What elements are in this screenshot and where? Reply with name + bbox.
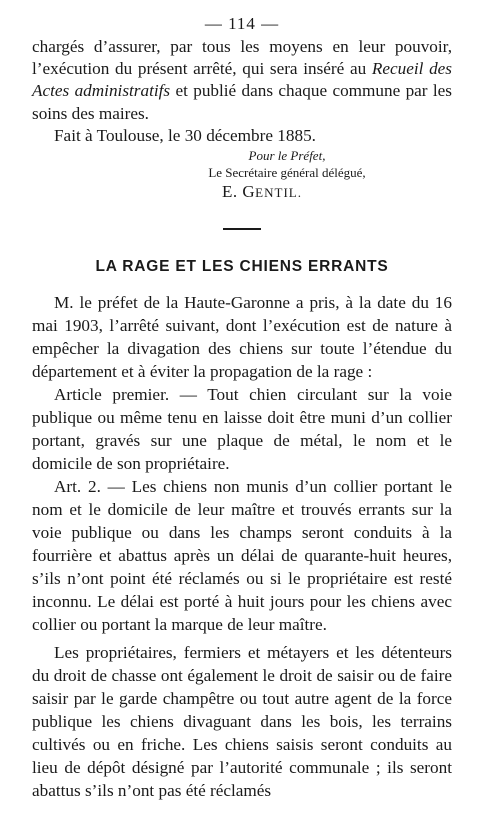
section-paragraph-1: M. le préfet de la Haute-Garonne a pris, à la date du 16 mai 1903, l’arrêté suivant, dont l’exécution est de nature à empêcher la divagation des chiens sur toute l’étendue du département et à éviter la propagation de la rage : [32,292,452,381]
section-body [32,291,452,802]
page-number: — 114 — [204,14,280,33]
intro-text-end: et publié dans chaque commune par les soins des maires. [32,81,452,123]
section-paragraph-4: Les propriétaires, fermiers et métayers et les détenteurs du droit de chasse ont également le droit de saisir ou de faire saisir par le garde champêtre ou tout autre agent de la force publique les chiens divaguant dans les bois, les terrains cultivés ou en friche. Les chiens saisis seront conduits au lieu de dépôt désigné par l’autorité communale ; ils seront abattus s’ils n’ont pas été réclamés [32,642,452,800]
signatory-initial: E. G [222,181,256,201]
section-divider [223,228,261,230]
section-paragraph-2: Article premier. — Tout chien circulant sur la voie publique ou même tenu en laisse doit être muni d’un collier portant, gravés sur une plaque de métal, le nom et le domicile de son propriétaire. [32,384,452,473]
intro-paragraph [32,36,452,125]
document-page [32,14,452,802]
secretary-line: Le Secrétaire général délégué, [208,164,366,180]
section-paragraph-3: Art. 2. — Les chiens non munis d’un collier portant le nom et le domicile de leur maître et trouvés errants sur la voie publique ou dans les champs seront conduits à la fourrière et abattus après un délai de quarante-huit heures, s’ils n’ont point été réclamés ou si le propriétaire est resté inconnu. Le délai est porté à huit jours pour les chiens avec collier ou portant la marque de leur maître. [32,476,452,634]
section-heading: LA RAGE ET LES CHIENS ERRANTS [95,257,389,275]
intro-text-start: chargés d’assurer, par tous les moyens en leur pouvoir, l’exécution du présent arrêté, qui sera inséré au [32,37,452,79]
signatory-name [32,181,452,204]
intro-italic-publication: Recueil des Actes administratifs [32,59,452,101]
signatory-surname: ENTIL. [255,184,302,200]
for-prefect-line: Pour le Préfet, [248,147,326,163]
place-date-line: Fait à Toulouse, le 30 décembre 1885. [54,125,316,145]
